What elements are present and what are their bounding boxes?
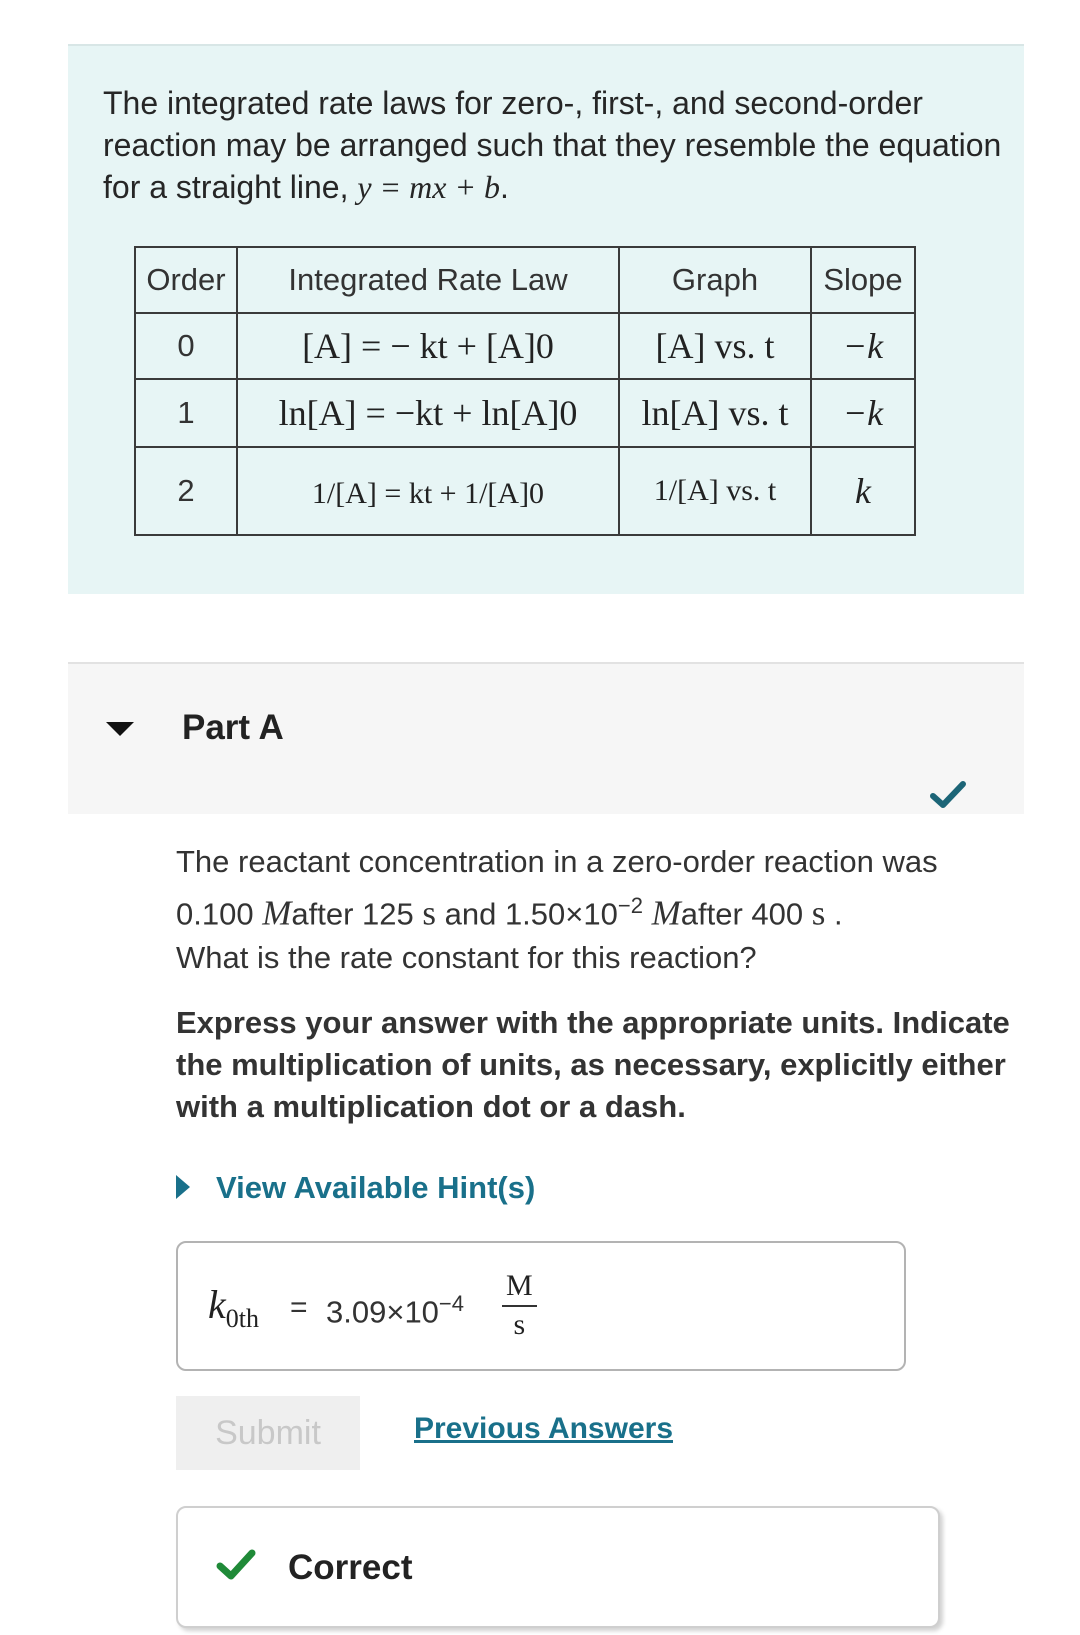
row-graph: 1/[A] vs. t — [619, 447, 811, 535]
row-rate-law — [237, 313, 619, 379]
rate-law-table — [134, 246, 916, 536]
question-period: . — [834, 896, 843, 932]
concentration-2: and 1.50×10 — [444, 896, 618, 932]
time-1: after 125 — [291, 896, 414, 932]
row-order: 1 — [135, 379, 237, 447]
question-line-2 — [176, 884, 1056, 936]
variable-subscript: 0th — [225, 1304, 259, 1333]
header-graph: Graph — [619, 247, 811, 313]
unit-seconds: s — [422, 893, 436, 933]
equals-sign: = — [290, 1291, 308, 1324]
feedback-box — [176, 1506, 940, 1628]
answer-unit[interactable] — [498, 1269, 541, 1342]
view-hints-link[interactable] — [176, 1170, 535, 1206]
previous-answers-link[interactable]: Previous Answers — [414, 1412, 673, 1445]
row-graph: ln[A] vs. t — [619, 379, 811, 447]
unit-denominator[interactable]: s — [513, 1308, 526, 1341]
intro-sentence: The integrated rate laws for zero-, first-, and second-order reaction may be arranged such that they resemble the equation for a straight line, — [103, 85, 1002, 205]
row-rate-law — [237, 447, 619, 535]
submit-button[interactable]: Submit — [176, 1396, 360, 1470]
intro-panel — [68, 44, 1024, 594]
unit-molar: M — [262, 893, 292, 933]
question-text — [176, 840, 1056, 980]
row-slope: k — [811, 447, 915, 535]
header-rate-law: Integrated Rate Law — [237, 247, 619, 313]
checkmark-icon — [930, 780, 966, 810]
table-row — [135, 313, 915, 379]
concentration-2-exponent: −2 — [617, 893, 643, 918]
unit-molar: M — [651, 893, 681, 933]
answer-field[interactable] — [176, 1241, 906, 1371]
row-slope: −k — [811, 379, 915, 447]
part-title: Part A — [182, 708, 284, 747]
row-slope: −k — [811, 313, 915, 379]
hint-label[interactable]: View Available Hint(s) — [216, 1170, 536, 1205]
row-order: 2 — [135, 447, 237, 535]
answer-variable — [208, 1281, 259, 1334]
answer-mantissa[interactable]: 3.09×10 — [326, 1294, 439, 1330]
answer-value[interactable] — [326, 1291, 464, 1330]
caret-down-icon[interactable] — [106, 722, 134, 736]
rate-law-expression: [A] = − kt + [A]0 — [302, 326, 554, 366]
row-rate-law — [237, 379, 619, 447]
caret-right-icon[interactable] — [176, 1175, 190, 1199]
part-a-header[interactable] — [68, 662, 1024, 814]
intro-text — [103, 82, 1003, 208]
rate-law-expression: ln[A] = −kt + ln[A]0 — [278, 393, 578, 433]
row-graph: [A] vs. t — [619, 313, 811, 379]
answer-exponent[interactable]: −4 — [438, 1291, 465, 1316]
concentration-1: 0.100 — [176, 896, 254, 932]
table-row — [135, 379, 915, 447]
variable-k: k — [208, 1282, 226, 1327]
header-order: Order — [135, 247, 237, 313]
line-equation: y = mx + b — [357, 169, 501, 205]
time-2: after 400 — [680, 896, 804, 932]
table-row — [135, 447, 915, 535]
row-order: 0 — [135, 313, 237, 379]
question-line-1: The reactant concentration in a zero-order reaction was — [176, 844, 938, 879]
intro-period: . — [500, 169, 509, 205]
table-header-row — [135, 247, 915, 313]
answer-instructions: Express your answer with the appropriate units. Indicate the multiplication of units, as necessary, explicitly either with a multiplication dot or a dash. — [176, 1005, 1010, 1124]
unit-fraction[interactable] — [502, 1269, 537, 1342]
rate-law-expression: 1/[A] = kt + 1/[A]0 — [311, 477, 545, 510]
unit-numerator[interactable]: M — [502, 1269, 537, 1307]
question-line-3: What is the rate constant for this reaction? — [176, 940, 757, 976]
checkmark-icon — [216, 1548, 256, 1582]
header-slope: Slope — [811, 247, 915, 313]
unit-seconds: s — [811, 893, 826, 933]
feedback-label: Correct — [288, 1548, 413, 1587]
